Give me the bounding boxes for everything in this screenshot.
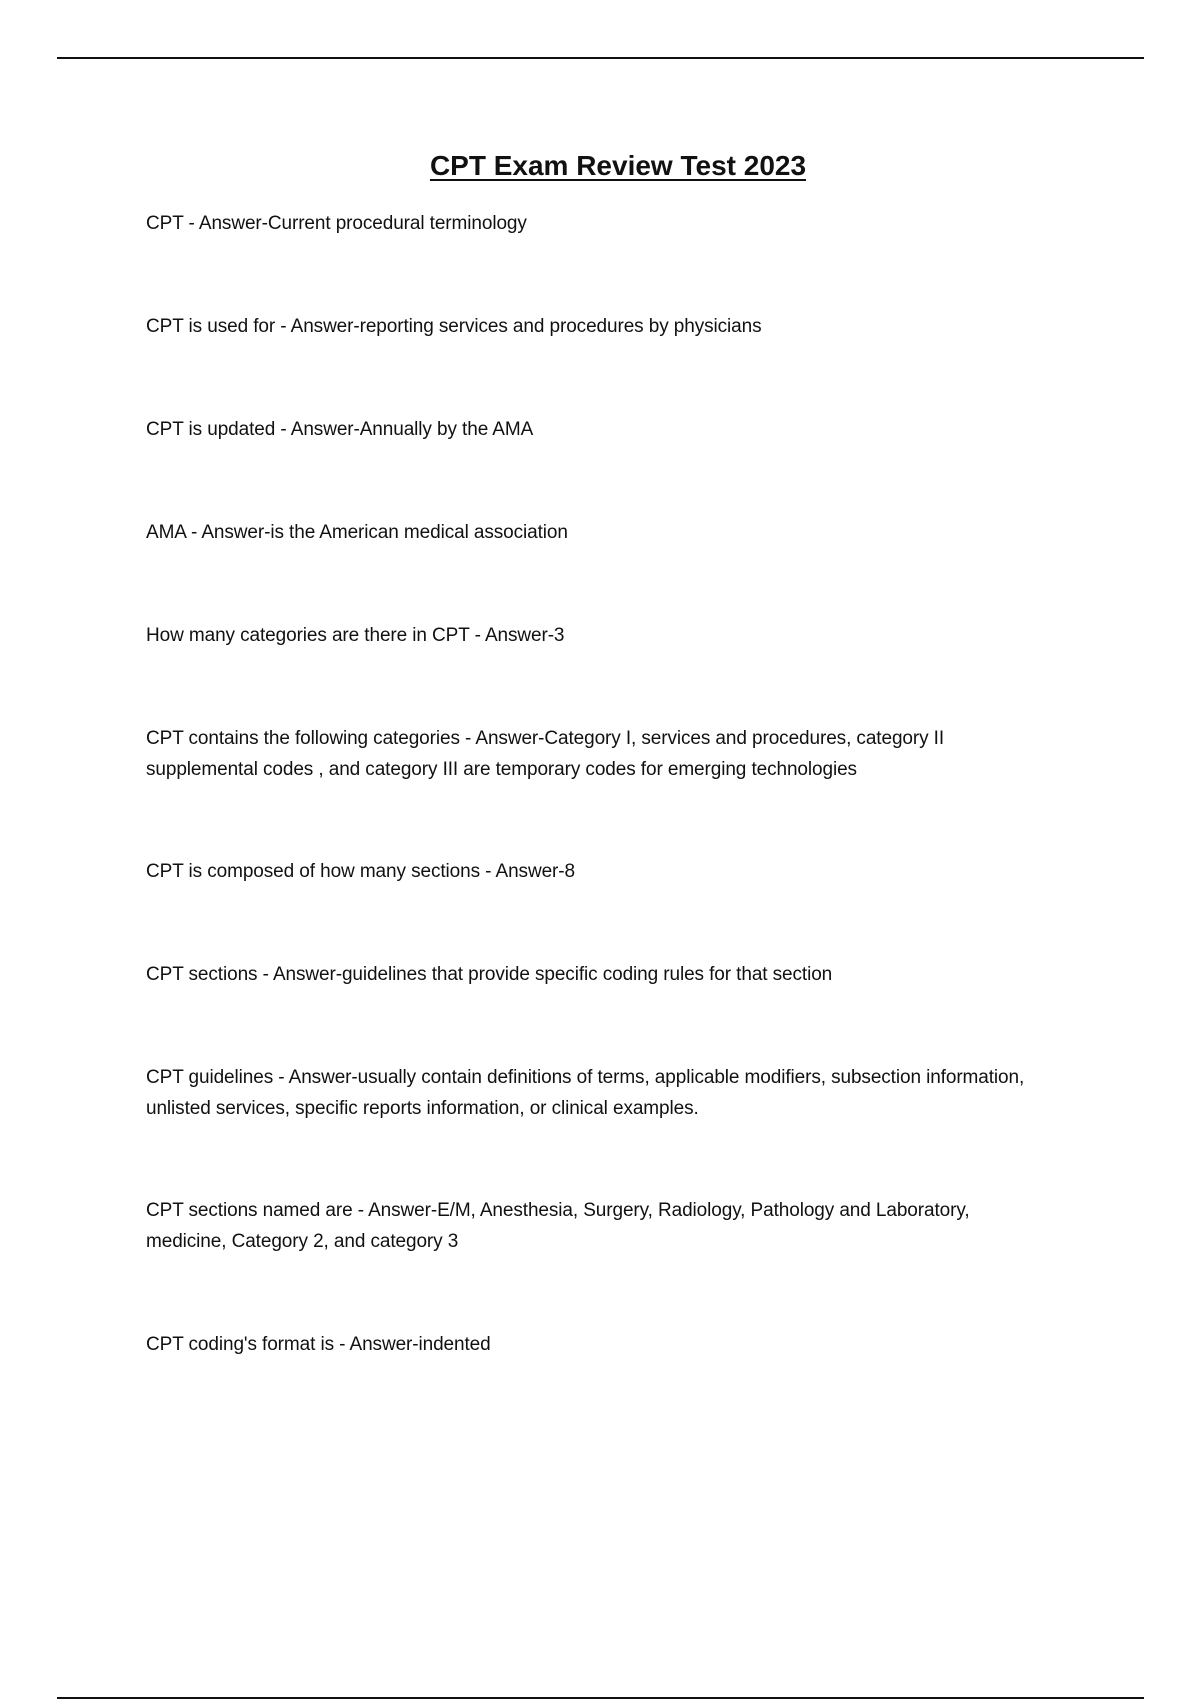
qa-item: CPT - Answer-Current procedural terminology [146,213,527,234]
qa-item: AMA - Answer-is the American medical association [146,522,568,543]
top-divider [57,57,1144,59]
qa-item: CPT sections - Answer-guidelines that provide specific coding rules for that section [146,964,833,985]
qa-item: CPT is composed of how many sections - Answer-8 [146,861,575,882]
qa-item: How many categories are there in CPT - Answer-3 [146,625,565,646]
qa-item: CPT sections named are - Answer-E/M, Anesthesia, Surgery, Radiology, Pathology and Laboratory, medicine, Category 2, and category 3 [146,1200,970,1252]
qa-item: CPT guidelines - Answer-usually contain definitions of terms, applicable modifiers, subsection information, unlisted services, specific reports information, or clinical examples. [146,1067,1025,1119]
qa-item: CPT contains the following categories - Answer-Category I, services and procedures, category II supplemental codes , and category III are temporary codes for emerging technologies [146,728,945,780]
qa-item: CPT coding's format is - Answer-indented [146,1334,491,1355]
qa-item: CPT is updated - Answer-Annually by the AMA [146,419,534,440]
qa-item: CPT is used for - Answer-reporting services and procedures by physicians [146,316,762,337]
document-title: CPT Exam Review Test 2023 [429,150,807,181]
bottom-divider [57,1697,1144,1699]
